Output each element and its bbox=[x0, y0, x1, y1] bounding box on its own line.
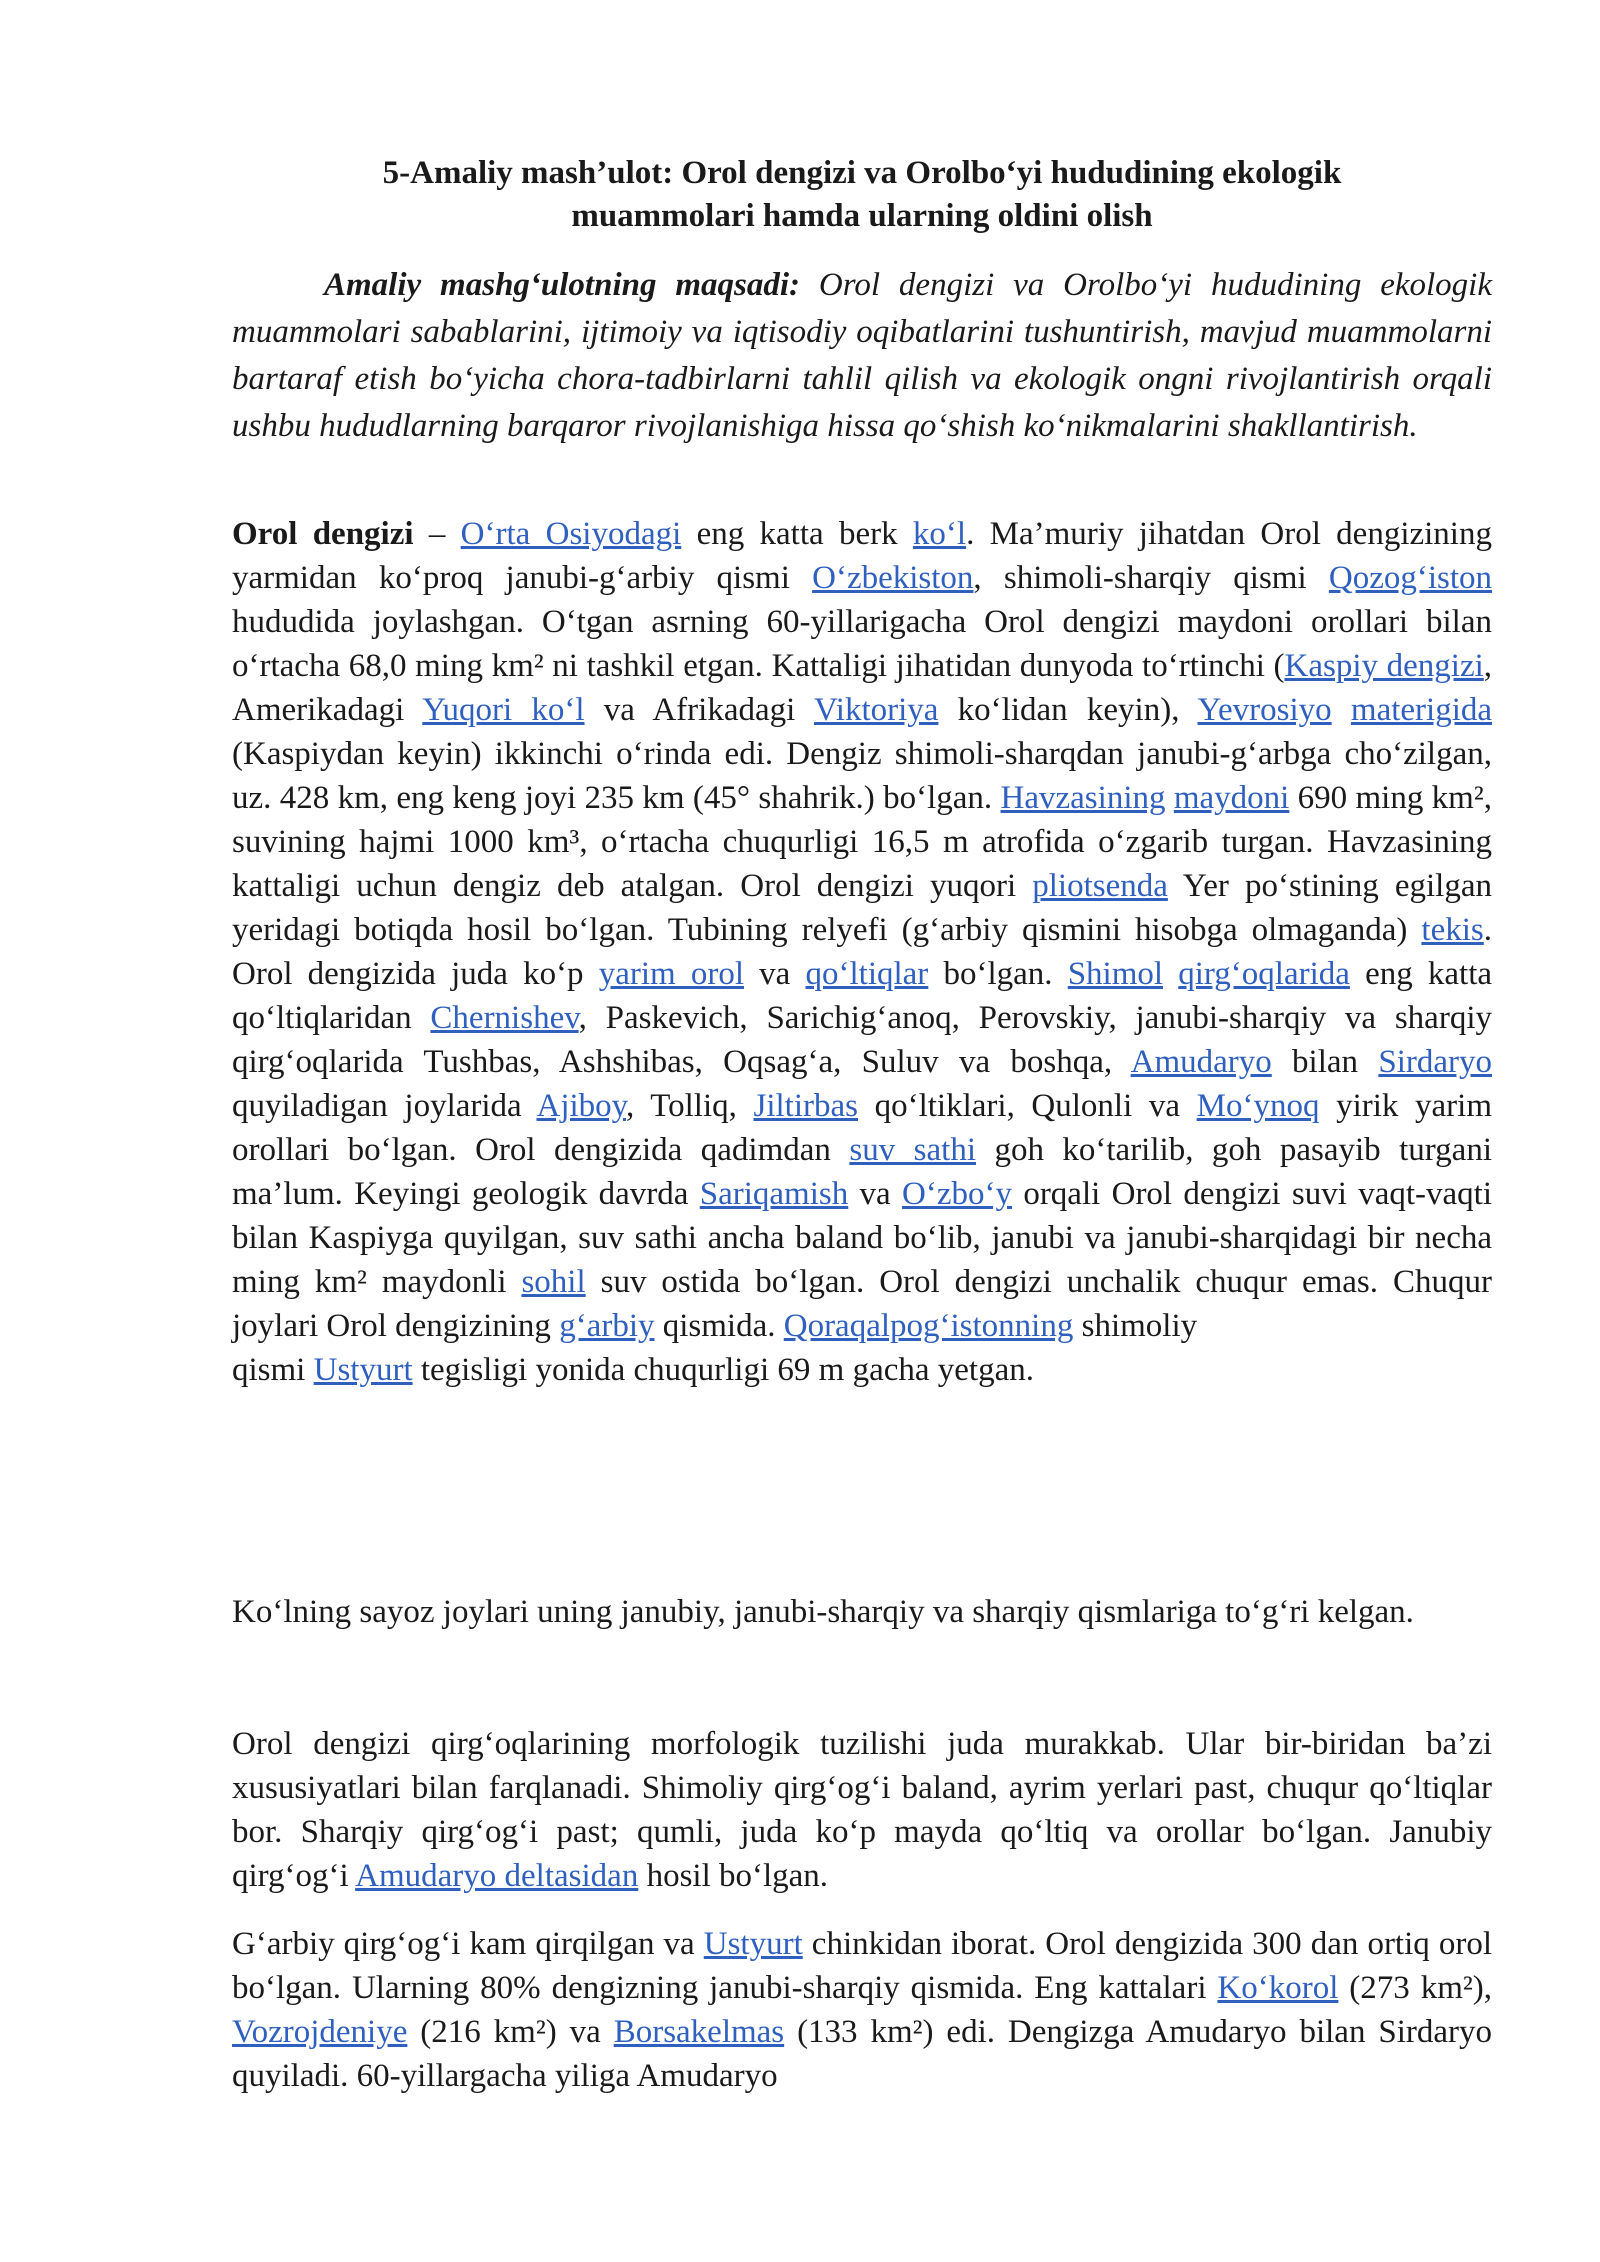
link-ustyurt[interactable]: Ustyurt bbox=[313, 1352, 413, 1388]
text-run: , Amerikadagi bbox=[232, 648, 1493, 728]
link-qozogiston[interactable]: Qozog‘iston bbox=[1328, 560, 1493, 596]
text-run: (273 km²), bbox=[1338, 1970, 1493, 2006]
text-run: (216 km²) va bbox=[407, 2014, 614, 2050]
title-line-2: muammolari hamda ularning oldini olish bbox=[571, 198, 1153, 234]
link-moynoq[interactable]: Mo‘ynoq bbox=[1196, 1088, 1320, 1124]
link-sariqamish[interactable]: Sariqamish bbox=[699, 1176, 849, 1212]
text-run: quyiladigan joylarida bbox=[232, 1088, 537, 1124]
link-shimol[interactable]: Shimol bbox=[1067, 956, 1164, 992]
text-run: . Orol dengizida juda ko‘p bbox=[232, 912, 1492, 992]
lead-term: Orol dengizi bbox=[232, 516, 414, 552]
link-vozrojdeniye[interactable]: Vozrojdeniye bbox=[232, 2014, 408, 2050]
text-run: va Afrikadagi bbox=[584, 692, 814, 728]
text-run: , Tolliq, bbox=[626, 1088, 754, 1124]
text-run: eng katta qo‘ltiqlaridan bbox=[232, 956, 1493, 1036]
text-run bbox=[1332, 692, 1351, 728]
link-kaspiy-dengizi[interactable]: Kaspiy dengizi bbox=[1284, 648, 1484, 684]
west-paragraph bbox=[232, 1922, 1492, 2098]
shallow-paragraph: Ko‘lning sayoz joylari uning janubiy, janubi-sharqiy va sharqiy qismlariga to‘g‘ri kelgan. bbox=[232, 1594, 1414, 1630]
link-qirgoqlarida[interactable]: qirg‘oqlarida bbox=[1178, 956, 1350, 992]
link-ozboy[interactable]: O‘zbo‘y bbox=[902, 1176, 1012, 1212]
text-run: hududida joylashgan. O‘tgan asrning 60-yillarigacha Orol dengizi maydoni orollari bilan o‘rtacha 68,0 ming km² ni tashkil etgan. Kattaligi jihatidan dunyoda to‘rtinchi ( bbox=[232, 604, 1492, 684]
text-run: G‘arbiy qirg‘og‘i kam qirqilgan va bbox=[232, 1926, 704, 1962]
link-qoltiqlar[interactable]: qo‘ltiqlar bbox=[805, 956, 929, 992]
main-paragraph bbox=[232, 512, 1492, 1392]
text-run bbox=[1163, 956, 1178, 992]
link-garbiy[interactable]: g‘arbiy bbox=[559, 1308, 655, 1344]
goal-paragraph bbox=[232, 262, 1492, 450]
text-run: bo‘lgan. bbox=[928, 956, 1068, 992]
link-viktoriya[interactable]: Viktoriya bbox=[813, 692, 939, 728]
text-run: – bbox=[413, 516, 461, 552]
text-run: . Ma’muriy jihatdan Orol dengizining yarmidan ko‘proq janubi-g‘arbiy qismi bbox=[232, 516, 1492, 596]
link-yarim-orol[interactable]: yarim orol bbox=[598, 956, 745, 992]
link-havzasining[interactable]: Havzasining bbox=[1000, 780, 1166, 816]
title-line-1: 5-Amaliy mash’ulot: Orol dengizi va Orolbo‘yi hududining ekologik bbox=[382, 155, 1342, 191]
link-jiltirbas[interactable]: Jiltirbas bbox=[753, 1088, 858, 1124]
text-run: hosil bo‘lgan. bbox=[638, 1858, 829, 1894]
link-kokorol[interactable]: Ko‘korol bbox=[1217, 1970, 1339, 2006]
link-tekis[interactable]: tekis bbox=[1421, 912, 1484, 948]
text-run: 690 ming km², suvining hajmi 1000 km³, o‘rtacha chuqurligi 16,5 m atrofida o‘zgarib turgan. Havzasining kattaligi uchun dengiz deb atalgan. Orol dengizi yuqori bbox=[232, 780, 1492, 904]
link-chernishev[interactable]: Chernishev bbox=[430, 1000, 579, 1036]
link-amudaryo-deltasidan[interactable]: Amudaryo deltasidan bbox=[355, 1858, 639, 1894]
goal-text: Orol dengizi va Orolbo‘yi hududining ekologik muammolari sabablarini, ijtimoiy va iqtisodiy oqibatlarini tushuntirish, mavjud muammolarni bartaraf etish bo‘yicha chora-tadbirlarni tahlil qilish va ekologik ongni rivojlantirish orqali ushbu hududlarning barqaror rivojlanishiga hissa qo‘shish ko‘nikmalarini shakllantirish. bbox=[232, 267, 1492, 444]
text-run: Orol dengizi qirg‘oqlarining morfologik tuzilishi juda murakkab. Ular bir-biridan ba’zi xususiyatlari bilan farqlanadi. Shimoliy qirg‘og‘i baland, ayrim yerlari past, chuqur qo‘ltiqlar bor. Sharqiy qirg‘og‘i past; qumli, juda ko‘p mayda qo‘ltiq va orollar bo‘lgan. Janubiy qirg‘og‘i bbox=[232, 1726, 1492, 1894]
text-run: ko‘lidan keyin), bbox=[938, 692, 1198, 728]
link-borsakelmas[interactable]: Borsakelmas bbox=[613, 2014, 785, 2050]
link-orta-osiyo[interactable]: O‘rta Osiyodagi bbox=[460, 516, 682, 552]
shores-paragraph bbox=[232, 1722, 1492, 1898]
link-ajiboy[interactable]: Ajiboy bbox=[536, 1088, 627, 1124]
text-run bbox=[1165, 780, 1173, 816]
text-run: chinkidan iborat. Orol dengizida 300 dan ortiq orol bo‘lgan. Ularning 80% dengizning janubi-sharqiy qismida. Eng kattalari bbox=[232, 1926, 1492, 2006]
link-amudaryo[interactable]: Amudaryo bbox=[1130, 1044, 1272, 1080]
text-run: qismida. bbox=[654, 1308, 784, 1344]
link-yuqori-kol[interactable]: Yuqori ko‘l bbox=[422, 692, 585, 728]
link-pliotsenda[interactable]: pliotsenda bbox=[1032, 868, 1168, 904]
link-maydoni[interactable]: maydoni bbox=[1173, 780, 1290, 816]
document-title bbox=[232, 152, 1492, 238]
link-ozbekiston[interactable]: O‘zbekiston bbox=[812, 560, 974, 596]
link-suv-sathi[interactable]: suv sathi bbox=[849, 1132, 976, 1168]
link-sohil[interactable]: sohil bbox=[521, 1264, 586, 1300]
text-run: va bbox=[744, 956, 806, 992]
link-yevrosiyo[interactable]: Yevrosiyo bbox=[1197, 692, 1332, 728]
text-run: goh ko‘tarilib, goh pasayib turgani ma’lum. Keyingi geologik davrda bbox=[232, 1132, 1492, 1212]
text-run: Yer po‘stining egilgan yeridagi botiqda hosil bo‘lgan. Tubining relyefi (g‘arbiy qismini hisobga olmaganda) bbox=[232, 868, 1492, 948]
text-run: eng katta berk bbox=[681, 516, 913, 552]
text-run: orqali Orol dengizi suvi vaqt-vaqti bilan Kaspiyga quyilgan, suv sathi ancha baland bo‘lib, janubi va janubi-sharqidagi bir necha ming km² maydonli bbox=[232, 1176, 1492, 1300]
link-sirdaryo[interactable]: Sirdaryo bbox=[1378, 1044, 1492, 1080]
text-run: bilan bbox=[1271, 1044, 1379, 1080]
link-qoraqalpogiston[interactable]: Qoraqalpog‘istonning bbox=[783, 1308, 1074, 1344]
text-run: suv ostida bo‘lgan. Orol dengizi unchalik chuqur emas. Chuqur joylari Orol dengizining bbox=[232, 1264, 1492, 1344]
text-run: shimoliy bbox=[1073, 1308, 1198, 1344]
text-run: , Paskevich, Sarichig‘anoq, Perovskiy, janubi-sharqiy va sharqiy qirg‘oqlarida Tushbas, Ashshibas, Oqsag‘a, Suluv va boshqa, bbox=[232, 1000, 1492, 1080]
text-run: yirik yarim orollari bo‘lgan. Orol dengizida qadimdan bbox=[232, 1088, 1492, 1168]
goal-label: Amaliy mashg‘ulotning maqsadi: bbox=[324, 267, 801, 303]
text-run: , shimoli-sharqiy qismi bbox=[973, 560, 1329, 596]
text-run: tegisligi yonida chuqurligi 69 m gacha yetgan. bbox=[412, 1352, 1034, 1388]
text-run: qismi bbox=[232, 1352, 314, 1388]
link-materigida[interactable]: materigida bbox=[1350, 692, 1493, 728]
link-ustyurt-chink[interactable]: Ustyurt bbox=[703, 1926, 803, 1962]
link-kol[interactable]: ko‘l bbox=[912, 516, 967, 552]
text-run: va bbox=[848, 1176, 903, 1212]
text-run: qo‘ltiklari, Qulonli va bbox=[858, 1088, 1197, 1124]
text-run: (Kaspiydan keyin) ikkinchi o‘rinda edi. Dengiz shimoli-sharqdan janubi-g‘arbga cho‘zilgan, uz. 428 km, eng keng joyi 235 km (45° shahrik.) bo‘lgan. bbox=[232, 736, 1492, 816]
text-run: (133 km²) edi. Dengizga Amudaryo bilan Sirdaryo quyiladi. 60-yillargacha yiliga Amudaryo bbox=[232, 2014, 1493, 2094]
